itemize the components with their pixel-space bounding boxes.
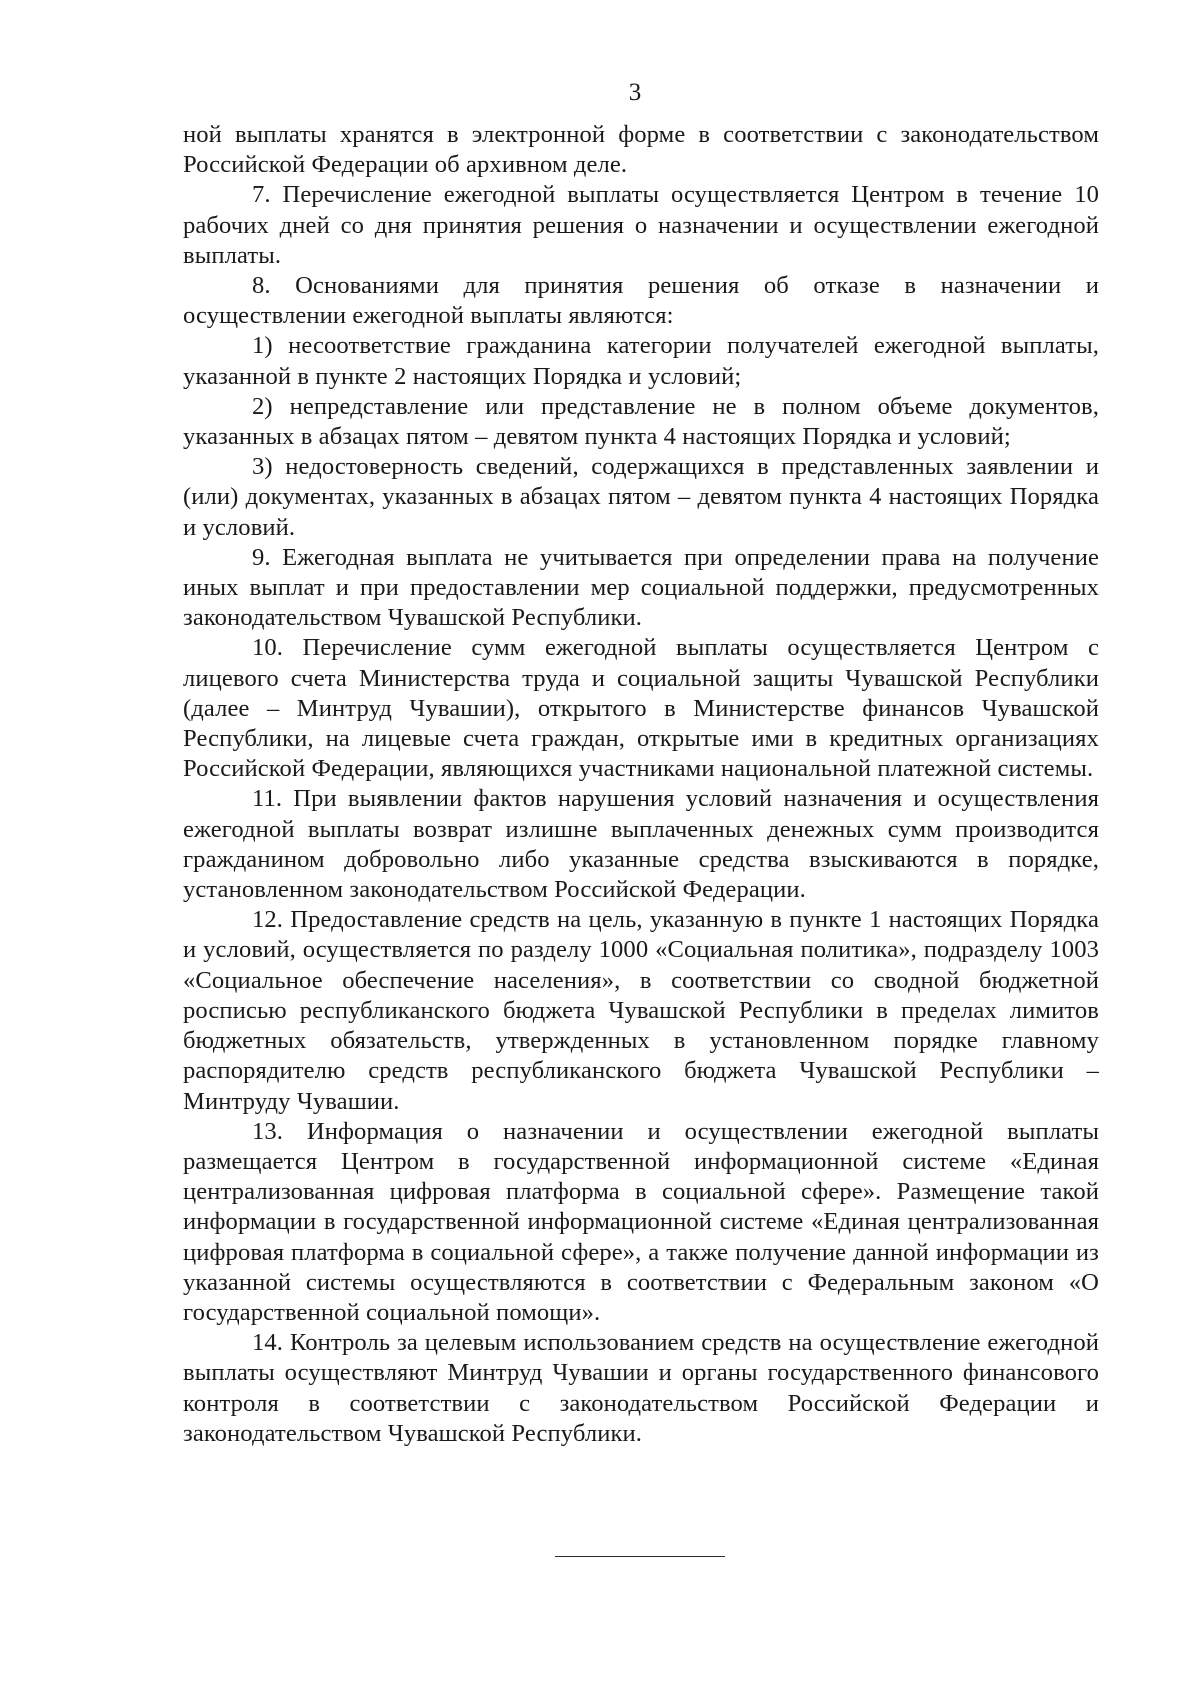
paragraph-item-8: 8. Основаниями для принятия решения об отказе в назначении и осуществлении ежегодной выплаты являются: [183,272,1099,330]
paragraph-item-7: 7. Перечисление ежегодной выплаты осуществляется Центром в течение 10 рабочих дней со дня принятия решения о назначении и осуществлении ежегодной выплаты. [183,181,1099,269]
document-body [183,120,1099,1449]
end-divider-line [555,1556,725,1557]
paragraph-item-10: 10. Перечисление сумм ежегодной выплаты осуществляется Центром с лицевого счета Министерства труда и социальной защиты Чувашской Республики (далее – Минтруд Чувашии), открытого в Министерстве финансов Чувашской Республики, на лицевые счета граждан, открытые ими в кредитных организациях Российской Федерации, являющихся участниками национальной платежной системы. [183,634,1099,783]
paragraph-item-11: 11. При выявлении фактов нарушения условий назначения и осуществления ежегодной выплаты возврат излишне выплаченных денежных сумм производится гражданином добровольно либо указанные средства взыскиваются в порядке, установленном законодательством Российской Федерации. [183,785,1099,904]
paragraph-subitem-3: 3) недостоверность сведений, содержащихся в представленных заявлении и (или) документах, указанных в абзацах пятом – девятом пункта 4 настоящих Порядка и условий. [183,453,1099,541]
paragraph-item-13: 13. Информация о назначении и осуществлении ежегодной выплаты размещается Центром в государственной информационной системе «Единая централизованная цифровая платформа в социальной сфере». Размещение такой информации в государственной информационной системе «Единая централизованная цифровая платформа в социальной сфере», а также получение данной информации из указанной системы осуществляются в соответствии с Федеральным законом «О государственной социальной помощи». [183,1117,1099,1326]
paragraph-item-12: 12. Предоставление средств на цель, указанную в пункте 1 настоящих Порядка и условий, осуществляется по разделу 1000 «Социальная политика», подразделу 1003 «Социальное обеспечение населения», в соответствии со сводной бюджетной росписью республиканского бюджета Чувашской Республики в пределах лимитов бюджетных обязательств, утвержденных в установленном порядке главному распорядителю средств республиканского бюджета Чувашской Республики – Минтруду Чувашии. [183,906,1099,1115]
paragraph-continuation: ной выплаты хранятся в электронной форме в соответствии с законодательством Российской Федерации об архивном деле. [183,121,1099,179]
paragraph-subitem-2: 2) непредставление или представление не в полном объеме документов, указанных в абзацах пятом – девятом пункта 4 настоящих Порядка и условий; [183,392,1099,451]
page-number: 3 [628,79,642,106]
paragraph-subitem-1: 1) несоответствие гражданина категории получателей ежегодной выплаты, указанной в пункте 2 настоящих Порядка и условий; [183,332,1099,390]
paragraph-item-9: 9. Ежегодная выплата не учитывается при определении права на получение иных выплат и при предоставлении мер социальной поддержки, предусмотренных законодательством Чувашской Республики. [183,543,1099,632]
paragraph-item-14: 14. Контроль за целевым использованием средств на осуществление ежегодной выплаты осуществляют Минтруд Чувашии и органы государственного финансового контроля в соответствии с законодательством Российской Федерации и законодательством Чувашской Республики. [183,1329,1099,1447]
